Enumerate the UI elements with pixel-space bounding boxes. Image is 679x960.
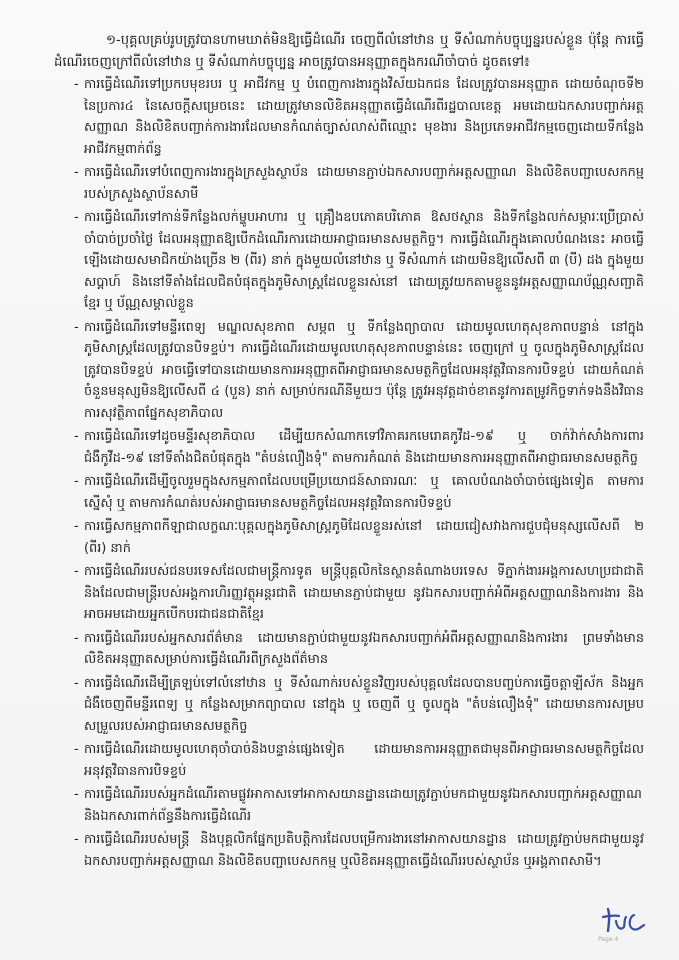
dash-bullet-icon: - (74, 319, 79, 335)
list-item (54, 426, 644, 469)
list-item-text: ការធ្វើដំណើរទៅកាន់ទីកន្លែងលក់ម្ហូបអាហារ ឬ គ្រឿងឧបភោគបរិភោគ ឱសថស្ថាន និងទីកន្លែងលក់សម្ភារៈប្រើប្រាស់ចាំបាច់ប្រចាំថ្ងៃ ដែលអនុញ្ញាតឱ្យបើកដំណើរការដោយអាជ្ញាធរមានសមត្ថកិច្ច។ ការធ្វើដំណើរក្នុងគោលបំណងនេះ អាចធ្វើឡើងដោយសមាជិកយ៉ាងច្រើន ២ (ពីរ) នាក់ ក្នុងមួយលំនៅឋាន ឬ ទីសំណាក់ ដោយមិនឱ្យលើសពី ៣ (បី) ដង ក្នុងមួយសប្តាហ៍ និងនៅទីតាំងដែលជិតបំផុតក្នុងភូមិសាស្ត្រដែលខ្លួនរស់នៅ ដោយត្រូវយកតាមខ្លួននូវអត្តសញ្ញាណប័ណ្ណសញ្ជាតិខ្មែរ ឬ ប័ណ្ណសម្គាល់ខ្លួន (84, 210, 644, 311)
dash-bullet-icon: - (74, 564, 79, 579)
list-item (54, 317, 644, 425)
list-item-text: ការធ្វើដំណើររបស់ជនបរទេសដែលជាមន្ត្រីការទូត មន្ត្រីបុគ្គលិកនៃស្ថានតំណាងបរទេស ទីភ្នាក់ងារអង្គការសហប្រជាជាតិ និងដែលជាមន្ត្រីរបស់អង្គការហិរញ្ញវត្ថុអន្តរជាតិ ដោយមានភ្ជាប់ជាមួយ នូវឯកសារបញ្ជាក់អំពីអត្តសញ្ញាណនិងការងារ និងអាចអមដោយអ្នកបើកបរជាជនជាតិខ្មែរ (84, 564, 644, 622)
list-item-text: ការធ្វើដំណើររបស់អ្នកដំណើរតាមផ្លូវអាកាសទៅអាកាសយានដ្ឋានដោយត្រូវភ្ជាប់មកជាមួយនូវឯកសារបញ្ជាក់អត្តសញ្ញាណ និងឯកសារពាក់ព័ន្ធនឹងការធ្វើដំណើរ (84, 787, 642, 824)
intro-paragraph (54, 30, 644, 73)
dash-bullet-icon: - (74, 832, 79, 847)
list-item-text: ការធ្វើដំណើរដោយមូលហេតុចាំបាច់និងបន្ទាន់ផ្សេងទៀត ដោយមានការអនុញ្ញាតជាមុនពីអាជ្ញាធរមានសមត្ថកិច្ចដែលអនុវត្តវិធានការបិទខ្ទប់ (84, 742, 644, 779)
dash-bullet-icon: - (74, 675, 79, 691)
dash-bullet-icon: - (74, 742, 79, 757)
list-item-text: ការធ្វើដំណើរទៅបំពេញការងារក្នុងក្រសួងស្ថាប័ន ដោយមានភ្ជាប់ឯកសារបញ្ជាក់អត្តសញ្ញាណ និងលិខិតបញ្ជាបេសកកម្មរបស់ក្រសួងស្ថាប័នសាមី (84, 165, 644, 202)
list-item (54, 207, 644, 315)
list-item (54, 628, 644, 671)
list-item-text: ការធ្វើដំណើរទៅមន្ទីរពេទ្យ មណ្ឌលសុខភាព សម្ភព ឬ ទីកន្លែងព្យាបាល ដោយមូលហេតុសុខភាពបន្ទាន់ នៅក្នុងភូមិសាស្ត្រដែលត្រូវបានបិទខ្ទប់។ ការធ្វើដំណើរដោយមូលហេតុសុខភាពបន្ទាន់នេះ ចេញក្រៅ ឬ ចូលក្នុងភូមិសាស្ត្រដែលត្រូវបានបិទខ្ទប់ អាចធ្វើទៅបានដោយមានការអនុញ្ញាតពីអាជ្ញាធរមានសមត្ថកិច្ចដែលអនុវត្តវិធានការបិទខ្ទប់ ដោយកំណត់ចំនួនមនុស្សមិនឱ្យលើសពី ៤ (បួន) នាក់ សម្រាប់ករណីនីមួយៗ ប៉ុន្តែ ត្រូវអនុវត្តដាច់ខាតនូវការតម្រូវកិច្ចទាក់ទងនឹងវិធានការសុវត្ថិភាពផ្នែកសុខាភិបាល (84, 319, 644, 421)
dash-bullet-icon: - (74, 630, 79, 646)
list-item (54, 162, 644, 205)
list-item-text: ការធ្វើដំណើរទៅប្រកបមុខរបរ ឬ អាជីវកម្ម ឬ បំពេញការងារក្នុងវិស័យឯកជន ដែលត្រូវបានអនុញ្ញាត ដោយចំណុចទី២ នៃប្រការ៤ នៃសេចក្តីសម្រេចនេះ ដោយត្រូវមានលិខិតអនុញ្ញាតធ្វើដំណើរពីរដ្ឋបាលខេត្ត អមដោយឯកសារបញ្ជាក់អត្តសញ្ញាណ និងលិខិតបញ្ជាក់ការងារដែលមានកំណត់ច្បាស់លាស់ពីឈ្មោះ មុខងារ និងប្រភេទអាជីវកម្មចេញដោយទីកន្លែងអាជីវកម្មពាក់ព័ន្ធ (84, 77, 644, 157)
list-item (54, 673, 644, 738)
document-body (54, 30, 644, 874)
list-item-text: ការធ្វើដំណើររបស់មន្ត្រី និងបុគ្គលិកផ្នែកប្រតិបត្តិការដែលបម្រើការងារនៅអាកាសយានដ្ឋាន ដោយត្រូវភ្ជាប់មកជាមួយនូវឯកសារបញ្ជាក់អត្តសញ្ញាណ និងលិខិតបញ្ជាបេសកកម្ម ឬលិខិតអនុញ្ញាតធ្វើដំណើររបស់ស្ថាប័ន ឬអង្គភាពសាមី។ (84, 832, 644, 869)
list-item-text: ការធ្វើដំណើរដើម្បីចូលរួមក្នុងសកម្មភាពដែលបម្រើប្រយោជន៍សាធារណៈ ឬ គោលបំណងចាំបាច់ផ្សេងទៀត តាមការស្នើសុំ ឬ តាមការកំណត់របស់អាជ្ញាធរមានសមត្ថកិច្ចដែលអនុវត្តវិធានការបិទខ្ទប់ (84, 474, 644, 511)
dash-bullet-icon: - (74, 787, 79, 802)
dash-bullet-icon: - (74, 429, 79, 444)
dash-bullet-icon: - (74, 210, 79, 225)
list-item (54, 829, 644, 872)
intro-text: ១-បុគ្គលគ្រប់រូបត្រូវបានហាមឃាត់មិនឱ្យធ្វើដំណើរ ចេញពីលំនៅឋាន ឬ ទីសំណាក់បច្ចុប្បន្នរបស់ខ្លួន ប៉ុន្តែ ការធ្វើដំណើរចេញក្រៅពីលំនៅឋាន ឬ ទីសំណាក់បច្ចុប្បន្ន អាចត្រូវបានអនុញ្ញាតក្នុងករណីចាំបាច់ ដូចតទៅ៖ (54, 33, 644, 70)
dash-bullet-icon: - (74, 474, 79, 489)
signature-icon (600, 905, 648, 939)
list-item-text: ការធ្វើសកម្មភាពកីឡាជាលក្ខណៈបុគ្គលក្នុងភូមិសាស្ត្រភូមិដែលខ្លួនរស់នៅ ដោយជៀសវាងការជួបជុំមនុស្សលើសពី ២ (ពីរ) នាក់ (84, 519, 644, 556)
list-item (54, 739, 644, 782)
list-item (54, 516, 644, 559)
dash-bullet-icon: - (74, 165, 79, 180)
list-item-text: ការធ្វើដំណើរដើម្បីត្រឡប់ទៅលំនៅឋាន ឬ ទីសំណាក់របស់ខ្លួនវិញរបស់បុគ្គលដែលបានបញ្ចប់ការធ្វើចត្តាឡីស័ក និងអ្នកជំងឺចេញពីមន្ទីរពេទ្យ ឬ កន្លែងសម្រាកព្យាបាល នៅក្នុង ឬ ចេញពី ឬ ចូលក្នុង "តំបន់លឿងទុំ" ដោយមានការសម្របសម្រួលរបស់អាជ្ញាធរមានសមត្ថកិច្ច (84, 675, 644, 734)
page-number-label: Page 4 (598, 936, 619, 943)
dash-bullet-icon: - (74, 77, 79, 92)
dash-bullet-icon: - (74, 519, 79, 534)
list-item-text: ការធ្វើដំណើរទៅដូចមន្ទីរសុខាភិបាល ដើម្បីយកសំណាកទៅវិភាគរកមេរោគកូវីដ-១៩ ឬ ចាក់វ៉ាក់សាំងការពារជំងឺកូវីដ-១៩ នៅទីតាំងជិតបំផុតក្នុង "តំបន់លឿងទុំ" តាមការកំណត់ និងដោយមានការអនុញ្ញាតពីអាជ្ញាធរមានសមត្ថកិច្ច (84, 429, 644, 466)
list-item (54, 74, 644, 160)
list-item (54, 561, 644, 626)
list-item (54, 784, 644, 827)
list-item-text: ការធ្វើដំណើររបស់អ្នកសារព័ត៌មាន ដោយមានភ្ជាប់ជាមួយនូវឯកសារបញ្ជាក់អំពីអត្តសញ្ញាណនិងការងារ ព្រមទាំងមានលិខិតអនុញ្ញាតសម្រាប់ការធ្វើដំណើរពីក្រសួងព័ត៌មាន (84, 630, 644, 667)
allowed-travel-list (54, 74, 644, 872)
list-item (54, 471, 644, 514)
